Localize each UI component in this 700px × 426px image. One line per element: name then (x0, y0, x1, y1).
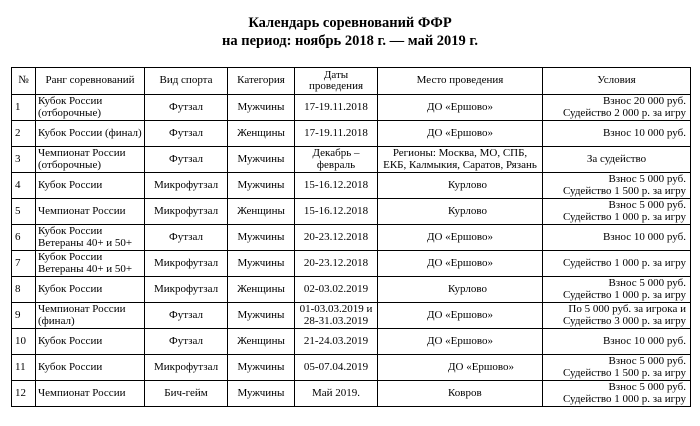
row-category: Мужчины (228, 147, 295, 173)
table-row (12, 147, 691, 173)
table-row (12, 251, 691, 277)
row-sport: Микрофутзал (145, 251, 228, 277)
row-category: Мужчины (228, 381, 295, 407)
conditions-line-2: Судейство 1 500 р. за игру (562, 184, 686, 197)
row-category: Мужчины (228, 225, 295, 251)
row-number: 3 (12, 147, 36, 173)
row-number: 11 (12, 355, 36, 381)
conditions-line-1: Взнос 5 000 руб. (608, 173, 686, 185)
row-place: Ковров (378, 381, 543, 407)
title-line-1: Календарь соревнований ФФР (248, 15, 452, 31)
row-rank: Кубок России (36, 277, 145, 303)
table-header-row (12, 68, 691, 95)
row-place: Курлово (378, 199, 543, 225)
header-conditions: Условия (543, 68, 691, 95)
conditions-line-2: Судейство 1 500 р. за игру (562, 366, 686, 379)
header-num: № (12, 68, 36, 95)
header-dates: Даты проведения (295, 68, 378, 95)
row-number: 4 (12, 173, 36, 199)
row-conditions (543, 199, 691, 225)
row-category: Мужчины (228, 303, 295, 329)
row-sport: Микрофутзал (145, 199, 228, 225)
document-title (0, 14, 700, 50)
row-place: Курлово (378, 173, 543, 199)
row-dates: 15-16.12.2018 (295, 199, 378, 225)
row-number: 7 (12, 251, 36, 277)
row-category: Женщины (228, 329, 295, 355)
row-category: Мужчины (228, 95, 295, 121)
row-conditions (543, 355, 691, 381)
row-dates: 02-03.02.2019 (295, 277, 378, 303)
row-category: Женщины (228, 199, 295, 225)
row-sport: Микрофутзал (145, 277, 228, 303)
row-place: ДО «Ершово» (378, 95, 543, 121)
row-number: 6 (12, 225, 36, 251)
row-category: Мужчины (228, 355, 295, 381)
row-place: Курлово (378, 277, 543, 303)
row-conditions (543, 147, 691, 173)
table-row (12, 355, 691, 381)
row-conditions (543, 251, 691, 277)
row-sport: Бич-гейм (145, 381, 228, 407)
header-category: Категория (228, 68, 295, 95)
table-row (12, 277, 691, 303)
row-number: 12 (12, 381, 36, 407)
row-sport: Футзал (145, 121, 228, 147)
row-conditions (543, 95, 691, 121)
row-place: ДО «Ершово» (378, 303, 543, 329)
row-dates: 17-19.11.2018 (295, 95, 378, 121)
competition-calendar-table (11, 67, 691, 407)
row-sport: Футзал (145, 303, 228, 329)
row-place: ДО «Ершово» (378, 355, 543, 381)
title-line-2: на период: ноябрь 2018 г. — май 2019 г. (222, 33, 478, 49)
conditions-line-1: Судейство 1 000 р. за игру (562, 256, 686, 269)
conditions-line-1: За судейство (586, 152, 647, 165)
table-row (12, 121, 691, 147)
row-dates: Май 2019. (295, 381, 378, 407)
row-conditions (543, 381, 691, 407)
row-number: 9 (12, 303, 36, 329)
conditions-line-1: Взнос 5 000 руб. (608, 199, 686, 211)
conditions-line-2: Судейство 1 000 р. за игру (562, 288, 686, 301)
row-number: 1 (12, 95, 36, 121)
table-row (12, 303, 691, 329)
table-row (12, 95, 691, 121)
row-place: ДО «Ершово» (378, 121, 543, 147)
row-rank: Чемпионат России (36, 381, 145, 407)
row-rank: Кубок России Ветераны 40+ и 50+ (36, 251, 145, 277)
header-rank: Ранг соревнований (36, 68, 145, 95)
conditions-line-2: Судейство 3 000 р. за игру (562, 314, 686, 327)
table-row (12, 173, 691, 199)
row-rank: Чемпионат России (отборочные) (36, 147, 145, 173)
table-row (12, 381, 691, 407)
conditions-line-2: Судейство 1 000 р. за игру (562, 392, 686, 405)
table-row (12, 329, 691, 355)
row-dates: Декабрь – февраль (295, 147, 378, 173)
row-category: Женщины (228, 277, 295, 303)
row-conditions (543, 173, 691, 199)
row-dates: 05-07.04.2019 (295, 355, 378, 381)
row-dates: 01-03.03.2019 и 28-31.03.2019 (295, 303, 378, 329)
row-category: Мужчины (228, 251, 295, 277)
row-place: ДО «Ершово» (378, 251, 543, 277)
row-category: Женщины (228, 121, 295, 147)
conditions-line-1: По 5 000 руб. за игрока и (568, 303, 686, 315)
row-number: 2 (12, 121, 36, 147)
row-dates: 15-16.12.2018 (295, 173, 378, 199)
table-row (12, 225, 691, 251)
conditions-line-1: Взнос 10 000 руб. (602, 230, 686, 243)
row-place: ДО «Ершово» (378, 329, 543, 355)
row-sport: Футзал (145, 147, 228, 173)
header-place: Место проведения (378, 68, 543, 95)
row-rank: Кубок России (финал) (36, 121, 145, 147)
row-category: Мужчины (228, 173, 295, 199)
row-dates: 21-24.03.2019 (295, 329, 378, 355)
row-sport: Микрофутзал (145, 173, 228, 199)
conditions-line-1: Взнос 5 000 руб. (608, 355, 686, 367)
table-row (12, 199, 691, 225)
row-rank: Кубок России (36, 173, 145, 199)
row-rank: Кубок России (36, 329, 145, 355)
row-place: ДО «Ершово» (378, 225, 543, 251)
conditions-line-2: Судейство 2 000 р. за игру (562, 106, 686, 119)
row-number: 10 (12, 329, 36, 355)
row-place: Регионы: Москва, МО, СПБ, ЕКБ, Калмыкия, Саратов, Рязань (378, 147, 543, 173)
row-rank: Кубок России (36, 355, 145, 381)
row-rank: Кубок России Ветераны 40+ и 50+ (36, 225, 145, 251)
row-sport: Микрофутзал (145, 355, 228, 381)
row-dates: 17-19.11.2018 (295, 121, 378, 147)
row-conditions (543, 303, 691, 329)
conditions-line-1: Взнос 10 000 руб. (602, 334, 686, 347)
conditions-line-1: Взнос 5 000 руб. (608, 381, 686, 393)
row-dates: 20-23.12.2018 (295, 225, 378, 251)
row-conditions (543, 329, 691, 355)
conditions-line-1: Взнос 10 000 руб. (602, 126, 686, 139)
row-rank: Кубок России (отборочные) (36, 95, 145, 121)
row-rank: Чемпионат России (финал) (36, 303, 145, 329)
conditions-line-1: Взнос 20 000 руб. (602, 95, 686, 107)
row-dates: 20-23.12.2018 (295, 251, 378, 277)
row-conditions (543, 277, 691, 303)
row-rank: Чемпионат России (36, 199, 145, 225)
conditions-line-2: Судейство 1 000 р. за игру (562, 210, 686, 223)
row-sport: Футзал (145, 225, 228, 251)
header-sport: Вид спорта (145, 68, 228, 95)
row-conditions (543, 121, 691, 147)
row-number: 8 (12, 277, 36, 303)
table-body (12, 95, 691, 407)
row-sport: Футзал (145, 95, 228, 121)
row-conditions (543, 225, 691, 251)
row-number: 5 (12, 199, 36, 225)
row-sport: Футзал (145, 329, 228, 355)
conditions-line-1: Взнос 5 000 руб. (608, 277, 686, 289)
